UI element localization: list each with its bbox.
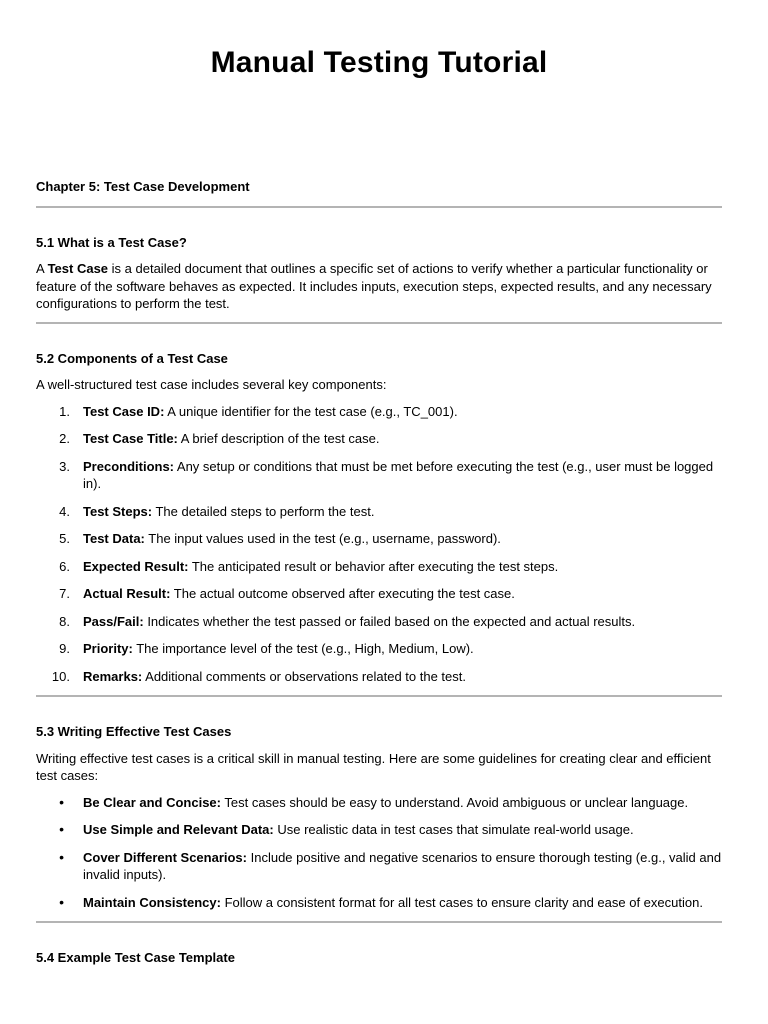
list-item <box>36 530 722 548</box>
paragraph-text: A <box>36 261 48 276</box>
list-item-desc: Test cases should be easy to understand. Avoid ambiguous or unclear language. <box>221 794 689 810</box>
list-item <box>36 585 722 603</box>
list-item <box>36 849 722 884</box>
list-item-term: Pass/Fail: <box>83 613 144 629</box>
list-number: 10. <box>51 668 70 684</box>
section-5-1-paragraph <box>36 260 722 313</box>
bullet-icon: • <box>59 893 64 910</box>
list-item <box>36 821 722 839</box>
list-item-term: Test Steps: <box>83 503 153 519</box>
page-title: Manual Testing Tutorial <box>210 46 548 79</box>
list-number: 4. <box>59 503 70 519</box>
list-item <box>36 640 722 658</box>
section-5-2-intro: A well-structured test case includes several key components: <box>36 377 387 392</box>
section-5-3-intro: Writing effective test cases is a critical skill in manual testing. Here are some guidelines for creating clear and efficient test cases: <box>36 750 711 783</box>
list-item-desc: The detailed steps to perform the test. <box>152 503 375 519</box>
list-item <box>36 668 722 686</box>
list-item-desc: The actual outcome observed after executing the test case. <box>170 586 515 601</box>
list-item <box>36 430 722 448</box>
list-item-desc: Follow a consistent format for all test cases to ensure clarity and ease of execution. <box>220 894 703 910</box>
guidelines-list <box>36 794 722 912</box>
list-item <box>36 894 722 912</box>
list-number: 8. <box>59 613 70 629</box>
list-item-desc: Include positive and negative scenarios to ensure thorough testing (e.g., valid and invalid inputs). <box>83 849 722 882</box>
list-item-desc: The anticipated result or behavior after executing the test steps. <box>188 558 559 574</box>
section-heading-5-4: 5.4 Example Test Case Template <box>36 950 235 965</box>
list-item-term: Maintain Consistency: <box>83 894 221 910</box>
list-number: 5. <box>59 531 70 546</box>
list-item-term: Actual Result: <box>83 586 171 601</box>
list-item-term: Test Case Title: <box>83 431 178 446</box>
list-item-term: Preconditions: <box>83 458 175 474</box>
bullet-icon: • <box>59 848 64 865</box>
paragraph-text: is a detailed document that outlines a specific set of actions to verify whether a particular functionality or feature of the software behaves as expected. It includes inputs, execution steps, expected results, and any necessary configurations to perform the test. <box>36 261 712 311</box>
section-divider <box>36 921 722 923</box>
list-number: 6. <box>59 558 70 574</box>
list-item-term: Cover Different Scenarios: <box>83 849 247 865</box>
section-divider <box>36 206 722 208</box>
bullet-icon: • <box>59 793 64 810</box>
list-item-term: Remarks: <box>83 668 143 684</box>
list-item-term: Test Case ID: <box>83 403 165 419</box>
list-item-term: Test Data: <box>83 531 145 546</box>
paragraph-bold-term: Test Case <box>47 261 109 276</box>
list-item-desc: A brief description of the test case. <box>177 431 380 446</box>
list-number: 7. <box>59 586 70 601</box>
list-item-term: Be Clear and Concise: <box>83 794 221 810</box>
list-item-desc: Additional comments or observations related to the test. <box>142 668 466 684</box>
list-item <box>36 458 722 493</box>
list-item <box>36 794 722 812</box>
list-item-desc: Use realistic data in test cases that simulate real-world usage. <box>273 822 634 837</box>
list-item-term: Priority: <box>83 641 133 656</box>
chapter-heading: Chapter 5: Test Case Development <box>36 179 250 194</box>
section-divider <box>36 695 722 697</box>
list-item-term: Use Simple and Relevant Data: <box>83 822 274 837</box>
section-heading-5-1: 5.1 What is a Test Case? <box>36 234 187 250</box>
section-heading-5-3: 5.3 Writing Effective Test Cases <box>36 724 232 739</box>
bullet-icon: • <box>59 821 64 837</box>
list-item <box>36 403 722 421</box>
list-item <box>36 503 722 521</box>
section-heading-5-2: 5.2 Components of a Test Case <box>36 350 228 366</box>
components-list <box>36 403 722 686</box>
list-item-desc: The importance level of the test (e.g., High, Medium, Low). <box>132 641 474 656</box>
list-number: 1. <box>59 403 70 419</box>
list-number: 3. <box>59 458 70 474</box>
list-number: 2. <box>59 431 70 446</box>
list-item-desc: The input values used in the test (e.g., username, password). <box>144 531 501 546</box>
list-item-desc: Indicates whether the test passed or failed based on the expected and actual results. <box>143 613 636 629</box>
list-number: 9. <box>59 641 70 656</box>
list-item-term: Expected Result: <box>83 558 189 574</box>
section-divider <box>36 322 722 324</box>
list-item-desc: Any setup or conditions that must be met before executing the test (e.g., user must be logged in). <box>83 458 714 491</box>
list-item <box>36 613 722 631</box>
list-item-desc: A unique identifier for the test case (e.g., TC_001). <box>164 403 458 419</box>
list-item <box>36 558 722 576</box>
